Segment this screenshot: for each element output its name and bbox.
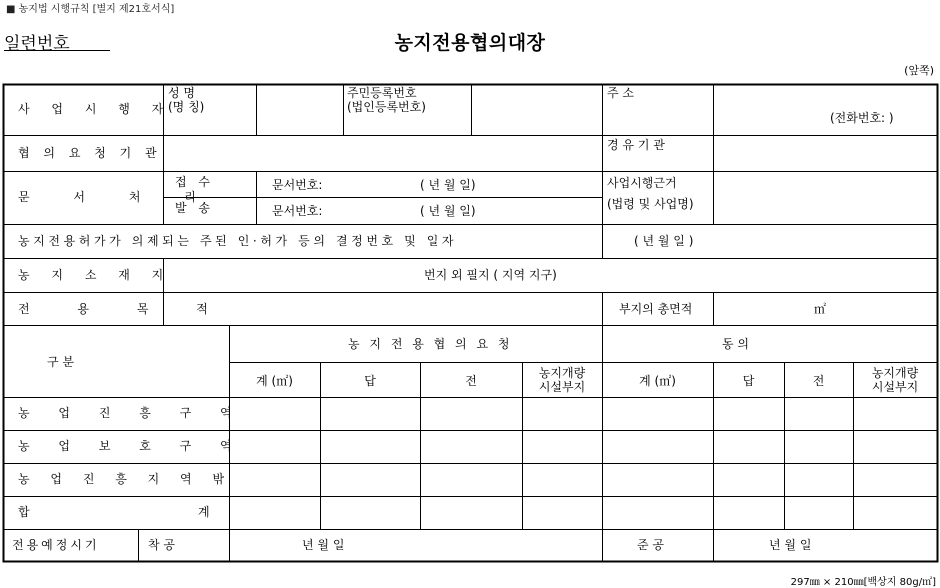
paper-spec-footer: 297㎜ × 210㎜[백상지 80g/㎡]	[790, 577, 936, 588]
total-area-unit: ㎡	[814, 302, 827, 316]
agree-total-col: 계 (㎡)	[639, 374, 676, 388]
row-total-left: 합	[18, 505, 30, 519]
sent-date: ( 년 월 일)	[420, 204, 476, 218]
complete-date: 년 월 일	[769, 538, 812, 552]
request-header: 농 지 전 용 협 의 요 청	[348, 337, 513, 351]
agree-paddy-col: 답	[742, 374, 755, 388]
agree-facility-col: 시설부지	[871, 380, 919, 394]
phone-label: (전화번호: )	[830, 111, 894, 125]
registration-number-label: 주민등록번호	[347, 86, 417, 100]
received-date: ( 년 월 일)	[420, 178, 476, 192]
row-total-right: 계	[198, 505, 210, 519]
address-label: 주 소	[607, 86, 634, 100]
name-label: 성 명	[168, 86, 195, 100]
request-field-col: 전	[465, 374, 477, 388]
start-date: 년 월 일	[302, 538, 345, 552]
start-label: 착 공	[148, 538, 175, 552]
request-paddy-col: 답	[364, 374, 376, 388]
request-total-col: 계 (㎡)	[256, 374, 293, 388]
row-promotion-zone: 농 업 진 흥 구 역	[18, 406, 245, 420]
name-sub-label: (명 칭)	[168, 100, 205, 114]
sent-label: 발 송	[175, 201, 214, 215]
received-doc-number-label: 문서번호:	[272, 178, 323, 192]
agree-improvement-col: 농지개량	[871, 366, 919, 380]
front-side-label: (앞쪽)	[904, 64, 934, 77]
row-outside-promotion: 농 업 진 흥 지 역 밖	[18, 472, 233, 486]
purpose-label: 전 용 목 적	[18, 302, 230, 316]
requesting-agency-label: 협 의 요 청 기 관	[18, 146, 162, 160]
category-label: 구 분	[47, 355, 74, 369]
sent-doc-number-label: 문서번호:	[272, 204, 323, 218]
agree-header: 동 의	[722, 337, 749, 351]
deemed-permit-label: 농지전용허가가 의제되는 주된 인·허가 등의 결정번호 및 일자	[18, 234, 458, 248]
via-agency-label: 경 유 기 관	[607, 138, 665, 152]
project-basis-sub-label: (법령 및 사업명)	[607, 197, 694, 211]
request-facility-col: 시설부지	[538, 380, 586, 394]
form-reference-note: ■ 농지법 시행규칙 [별지 제21호서식]	[6, 4, 175, 15]
total-area-label: 부지의 총면적	[619, 302, 693, 316]
request-improvement-col: 농지개량	[538, 366, 586, 380]
serial-number-label: 일련번호	[4, 34, 70, 54]
document-processing-label: 문 서 처 리	[18, 190, 216, 204]
agree-field-col: 전	[812, 374, 825, 388]
complete-label: 준 공	[637, 538, 664, 552]
page-title: 농지전용협의대장	[394, 32, 546, 54]
row-protection-zone: 농 업 보 호 구 역	[18, 439, 245, 453]
schedule-label: 전용예정시기	[12, 538, 100, 552]
project-basis-label: 사업시행근거	[607, 176, 677, 190]
received-label: 접 수	[175, 175, 214, 189]
corporate-registration-label: (법인등록번호)	[347, 100, 426, 114]
applicant-label: 사 업 시 행 자	[18, 102, 173, 116]
farmland-location-label: 농 지 소 재 지	[18, 268, 173, 282]
parcel-info: 번지 외 필지 ( 지역 지구)	[424, 268, 557, 282]
deemed-permit-date: ( 년 월 일 )	[634, 234, 694, 248]
